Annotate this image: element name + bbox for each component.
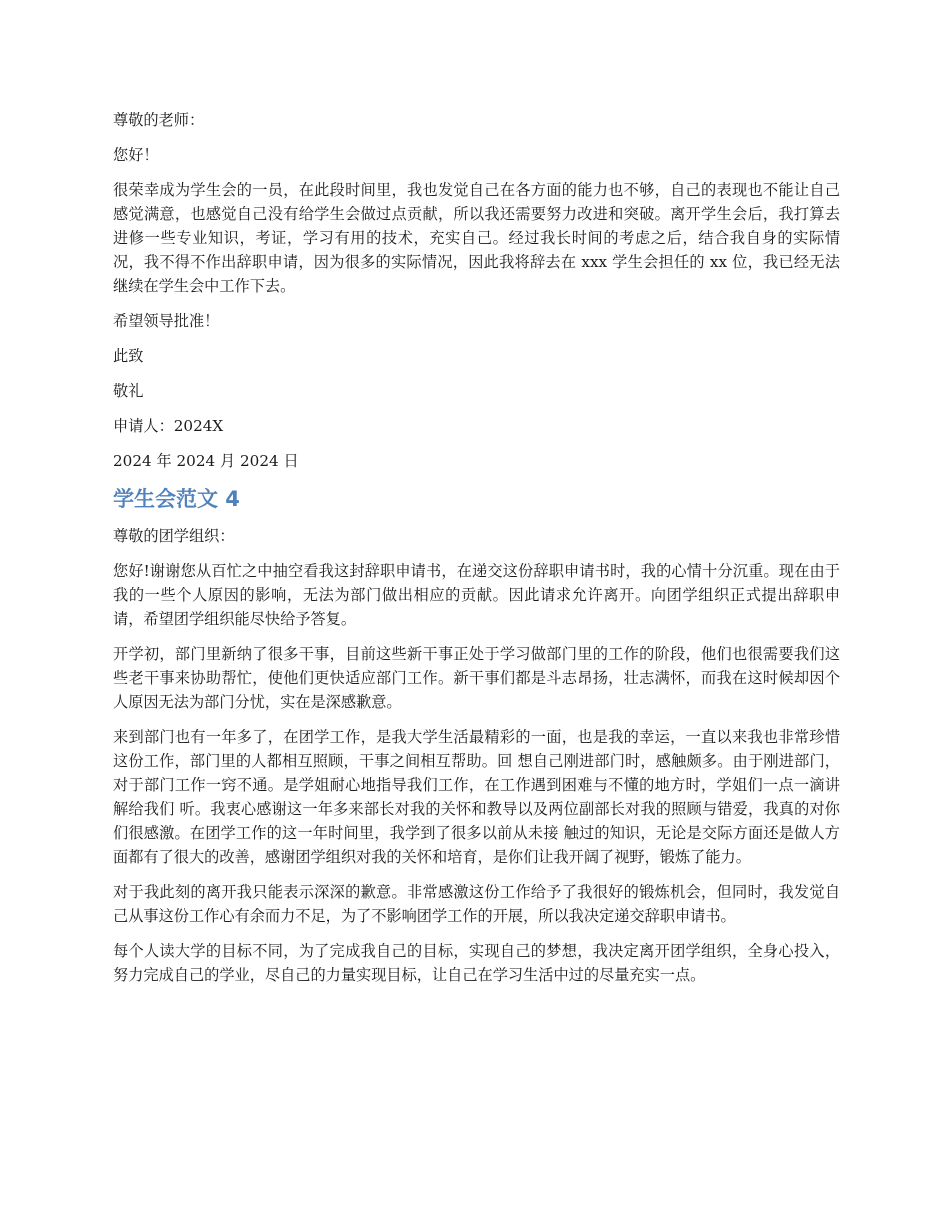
body-paragraph: 每个人读大学的目标不同，为了完成我自己的目标，实现自己的梦想，我决定离开团学组织，全身心投入，努力完成自己的学业，尽自己的力量实现目标，让自己在学习生活中过的尽量充实一点。 xyxy=(113,942,840,984)
document-page xyxy=(113,108,840,998)
salutation: 尊敬的老师： xyxy=(113,111,205,129)
section-heading: 学生会范文 4 xyxy=(113,487,240,511)
salutation: 尊敬的团学组织： xyxy=(113,527,235,545)
closing-line: 敬礼 xyxy=(113,382,144,400)
date-line: 2024 年 2024 月 2024 日 xyxy=(113,452,299,470)
body-paragraph: 很荣幸成为学生会的一员，在此段时间里，我也发觉自己在各方面的能力也不够，自己的表现也不能让自己感觉满意，也感觉自己没有给学生会做过点贡献，所以我还需要努力改进和突破。离开学生会后，我打算去进修一些专业知识，考证，学习有用的技术，充实自己。经过我长时间的考虑之后，结合我自身的实际情况，我不得不作出辞职申请，因为很多的实际情况，因此我将辞去在 xxx 学生会担任的 xx 位，我已经无法继续在学生会中工作下去。 xyxy=(113,181,840,295)
body-paragraph: 您好!谢谢您从百忙之中抽空看我这封辞职申请书，在递交这份辞职申请书时，我的心情十分沉重。现在由于我的一些个人原因的影响，无法为部门做出相应的贡献。因此请求允许离开。向团学组织正式提出辞职申请，希望团学组织能尽快给予答复。 xyxy=(113,562,840,628)
request-line: 希望领导批准！ xyxy=(113,312,220,330)
body-paragraph: 对于我此刻的离开我只能表示深深的歉意。非常感激这份工作给予了我很好的锻炼机会，但同时，我发觉自己从事这份工作心有余而力不足，为了不影响团学工作的开展，所以我决定递交辞职申请书。 xyxy=(113,883,840,925)
body-paragraph: 来到部门也有一年多了，在团学工作，是我大学生活最精彩的一面，也是我的幸运，一直以来我也非常珍惜这份工作，部门里的人都相互照顾，干事之间相互帮助。回 想自己刚进部门时，感触颇多。由于刚进部门，对于部门工作一窍不通。是学姐耐心地指导我们工作，在工作遇到困难与不懂的地方时，学姐们一点一滴讲解给我们 听。我衷心感谢这一年多来部长对我的关怀和教导以及两位副部长对我的照顾与错爱，我真的对你们很感激。在团学工作的这一年时间里，我学到了很多以前从未接 触过的知识，无论是交际方面还是做人方面都有了很大的改善，感谢团学组织对我的关怀和培育，是你们让我开阔了视野，锻炼了能力。 xyxy=(113,728,840,866)
greeting: 您好！ xyxy=(113,146,159,164)
closing-line: 此致 xyxy=(113,347,144,365)
body-paragraph: 开学初，部门里新纳了很多干事，目前这些新干事正处于学习做部门里的工作的阶段，他们也很需要我们这些老干事来协助帮忙，使他们更快适应部门工作。新干事们都是斗志昂扬，壮志满怀，而我在这时候却因个人原因无法为部门分忧，实在是深感歉意。 xyxy=(113,645,840,711)
applicant-line: 申请人：2024X xyxy=(113,417,224,435)
